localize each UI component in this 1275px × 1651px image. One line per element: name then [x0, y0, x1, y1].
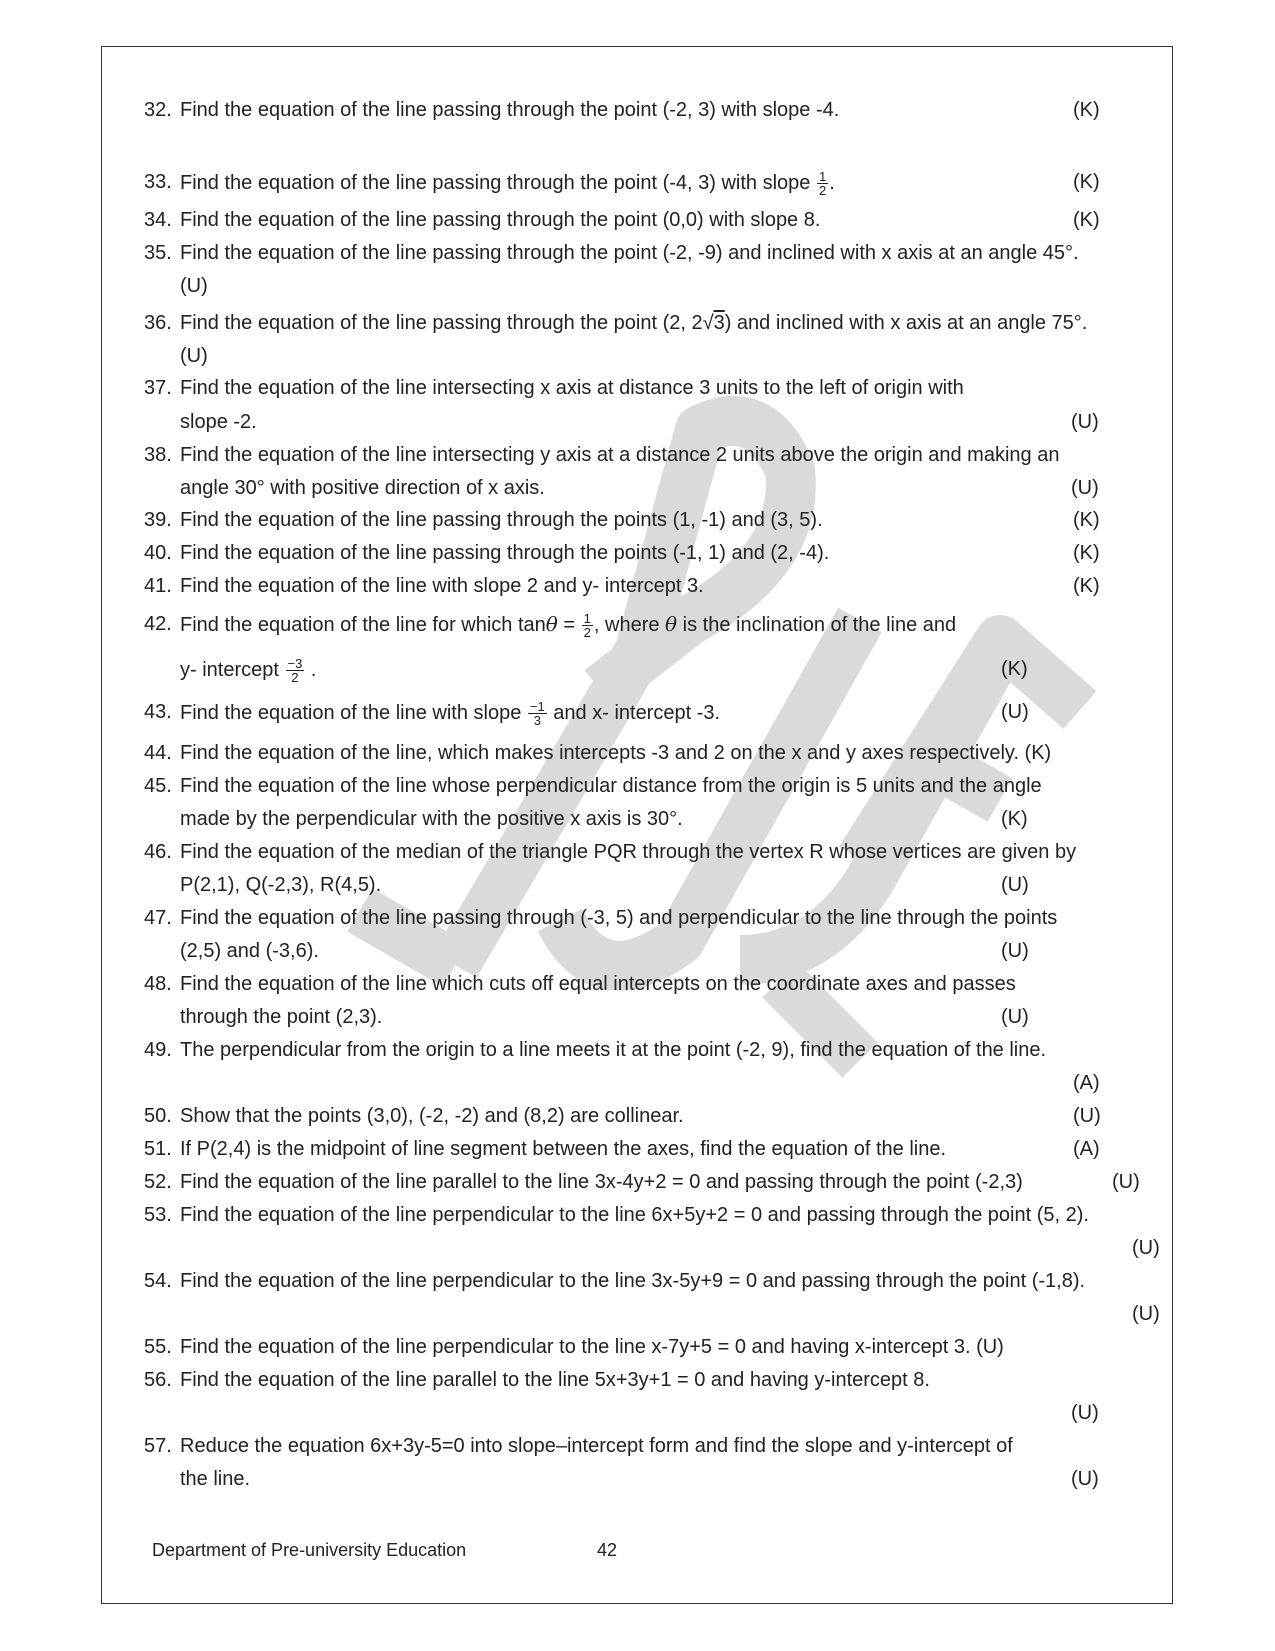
question-text-b: ) and inclined with x axis at an angle 75°.	[724, 312, 1088, 334]
question-number: 33.	[144, 171, 172, 193]
level-tag: (K)	[1073, 542, 1100, 564]
question-text: Find the equation of the line passing through the point (-2, 3) with slope -4.	[180, 99, 840, 121]
question-text-line2: y- intercept	[180, 658, 279, 681]
fraction	[528, 700, 547, 727]
fraction	[817, 170, 828, 197]
question-text: Find the equation of the line passing through the point (0,0) with slope 8.	[180, 209, 821, 231]
footer-department: Department of Pre-university Education	[152, 1540, 467, 1560]
question-text	[180, 311, 1087, 335]
level-tag: (K)	[1001, 808, 1028, 830]
level-tag: (U)	[1071, 1402, 1099, 1424]
level-tag: (U)	[180, 345, 208, 367]
fraction	[582, 612, 593, 639]
level-tag: (U)	[1071, 1468, 1099, 1490]
level-tag: (A)	[1073, 1138, 1100, 1160]
theta-symbol: θ	[545, 612, 558, 636]
question-number: 39.	[144, 509, 172, 531]
question-text: Find the equation of the line intersecting y axis at a distance 2 units above the origin and making an	[180, 444, 1060, 466]
question-text-a: Find the equation of the line passing through the point (2, 2√	[180, 312, 714, 334]
question-text: Find the equation of the median of the triangle PQR through the vertex R whose vertices are given by	[180, 841, 1077, 863]
fraction-denominator: 2	[583, 625, 591, 641]
level-tag: (K)	[1073, 575, 1100, 597]
question-number: 41.	[144, 575, 172, 597]
level-tag: (U)	[1071, 477, 1099, 499]
fraction-numerator: 1	[818, 169, 827, 184]
question-number: 52.	[144, 1171, 172, 1193]
fraction-denominator: 2	[291, 670, 299, 685]
fraction-numerator: −3	[287, 656, 303, 671]
question-text: through the point (2,3).	[180, 1006, 383, 1028]
question-text-end: .	[829, 171, 835, 194]
question-text-a: Find the equation of the line for which tan	[180, 614, 546, 636]
question-text: made by the perpendicular with the positive x axis is 30°.	[180, 808, 683, 830]
question-number: 34.	[144, 209, 172, 231]
question-text: Find the equation of the line perpendicular to the line x-7y+5 = 0 and having x-intercept 3. (U)	[180, 1336, 1004, 1358]
question-text: the line.	[180, 1468, 251, 1490]
question-text: Find the equation of the line passing through the point (-2, -9) and inclined with x axis at an angle 45°.	[180, 242, 1079, 264]
question-text: Find the equation of the line with slope 2 and y- intercept 3.	[180, 575, 704, 597]
level-tag: (A)	[1073, 1072, 1100, 1094]
level-tag: (K)	[1073, 209, 1100, 231]
question-number: 36.	[144, 312, 172, 334]
question-text: Find the equation of the line perpendicular to the line 6x+5y+2 = 0 and passing through the point (5, 2).	[180, 1204, 1089, 1226]
question-text: Find the equation of the line passing through (-3, 5) and perpendicular to the line through the points	[180, 907, 1058, 929]
question-text-end: .	[305, 658, 317, 681]
question-number: 56.	[144, 1369, 172, 1391]
question-number: 49.	[144, 1039, 172, 1061]
question-number: 48.	[144, 973, 172, 995]
question-text	[180, 170, 835, 197]
question-number: 44.	[144, 742, 172, 764]
equals-sign: =	[557, 614, 576, 636]
sqrt-argument: 3	[713, 312, 725, 334]
question-text: Reduce the equation 6x+3y-5=0 into slope–intercept form and find the slope and y-intercept of	[180, 1435, 1013, 1457]
level-tag: (U)	[1001, 701, 1029, 723]
question-number: 40.	[144, 542, 172, 564]
question-text: If P(2,4) is the midpoint of line segment between the axes, find the equation of the line.	[180, 1138, 947, 1160]
level-tag: (K)	[1073, 171, 1100, 193]
question-number: 37.	[144, 377, 172, 399]
fraction-numerator: −1	[529, 699, 545, 714]
question-number: 45.	[144, 775, 172, 797]
question-number: 38.	[144, 444, 172, 466]
question-text: Show that the points (3,0), (-2, -2) and (8,2) are collinear.	[180, 1105, 684, 1127]
question-text: Find the equation of the line passing through the points (1, -1) and (3, 5).	[180, 509, 823, 531]
question-text-b: and x- intercept -3.	[553, 701, 721, 724]
level-tag: (K)	[1001, 658, 1028, 680]
question-number: 55.	[144, 1336, 172, 1358]
level-tag: (K)	[1073, 99, 1100, 121]
level-tag: (U)	[1001, 874, 1029, 896]
question-text: Find the equation of the line passing through the points (-1, 1) and (2, -4).	[180, 542, 830, 564]
question-text	[180, 612, 956, 639]
question-text: Find the equation of the line whose perpendicular distance from the origin is 5 units and the angle	[180, 775, 1042, 797]
level-tag: (U)	[1112, 1171, 1140, 1193]
question-number: 51.	[144, 1138, 172, 1160]
question-text: Find the equation of the line, which makes intercepts -3 and 2 on the x and y axes respectively. (K)	[180, 742, 1052, 764]
question-number: 35.	[144, 242, 172, 264]
question-text: P(2,1), Q(-2,3), R(4,5).	[180, 874, 382, 896]
fraction-denominator: 3	[533, 713, 541, 728]
level-tag: (U)	[1132, 1237, 1160, 1259]
question-number: 50.	[144, 1105, 172, 1127]
question-text: Find the equation of the line which cuts off equal intercepts on the coordinate axes and passes	[180, 973, 1016, 995]
level-tag: (U)	[1071, 411, 1099, 433]
level-tag: (U)	[180, 275, 208, 297]
question-text: Find the equation of the line parallel to the line 5x+3y+1 = 0 and having y-intercept 8.	[180, 1369, 930, 1391]
fraction-numerator: 1	[583, 611, 591, 627]
footer-page-number: 42	[597, 1540, 618, 1560]
question-text-main: Find the equation of the line passing through the point (-4, 3) with slope	[180, 171, 811, 194]
question-text: Find the equation of the line intersecting x axis at distance 3 units to the left of origin with	[180, 377, 964, 399]
question-text-b: , where	[593, 614, 666, 636]
question-number: 46.	[144, 841, 172, 863]
question-text: Find the equation of the line perpendicular to the line 3x-5y+9 = 0 and passing through the point (-1,8).	[180, 1270, 1086, 1292]
question-text: slope -2.	[180, 411, 257, 433]
question-number: 42.	[144, 613, 172, 635]
question-number: 53.	[144, 1204, 172, 1226]
question-number: 32.	[144, 99, 172, 121]
level-tag: (K)	[1073, 509, 1100, 531]
level-tag: (U)	[1001, 1006, 1029, 1028]
question-number: 43.	[144, 701, 172, 723]
question-text: The perpendicular from the origin to a line meets it at the point (-2, 9), find the equation of the line.	[180, 1039, 1047, 1061]
question-text	[180, 657, 316, 684]
fraction-denominator: 2	[818, 183, 827, 198]
question-text: (2,5) and (-3,6).	[180, 940, 319, 962]
question-number: 57.	[144, 1435, 172, 1457]
question-text	[180, 700, 720, 727]
level-tag: (U)	[1073, 1105, 1101, 1127]
question-number: 47.	[144, 907, 172, 929]
level-tag: (U)	[1132, 1303, 1160, 1325]
theta-symbol: θ	[665, 612, 678, 636]
question-text-c: is the inclination of the line and	[677, 614, 957, 636]
fraction	[286, 657, 305, 684]
question-number: 54.	[144, 1270, 172, 1292]
question-text: Find the equation of the line parallel to the line 3x-4y+2 = 0 and passing through the point (-2,3)	[180, 1171, 1023, 1193]
level-tag: (U)	[1001, 940, 1029, 962]
question-text-a: Find the equation of the line with slope	[180, 701, 522, 724]
question-text: angle 30° with positive direction of x axis.	[180, 477, 545, 499]
